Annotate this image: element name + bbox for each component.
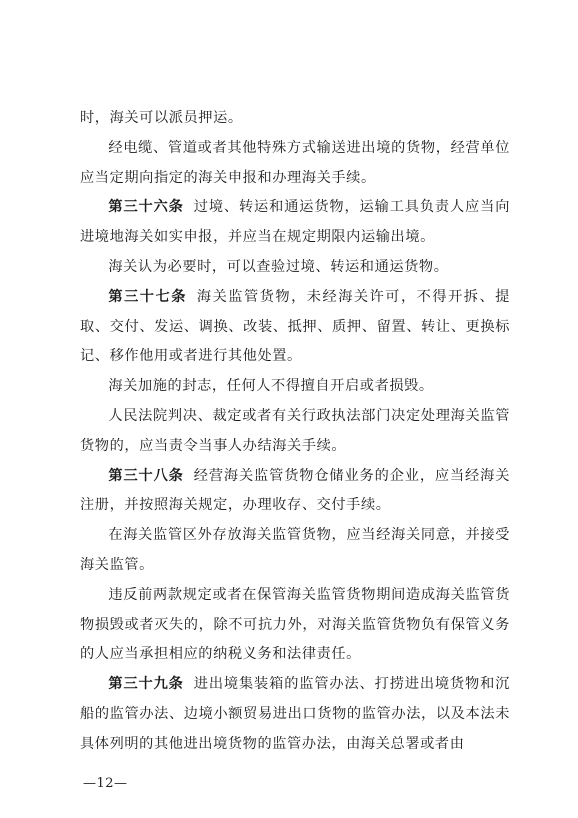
paragraph xyxy=(80,462,510,522)
paragraph xyxy=(80,372,510,402)
article-heading: 第三十七条 xyxy=(108,288,187,305)
paragraph xyxy=(80,521,510,581)
paragraph xyxy=(80,253,510,283)
article-heading: 第三十六条 xyxy=(108,199,184,216)
paragraph xyxy=(80,283,510,372)
paragraph xyxy=(80,134,510,194)
paragraph-text: 海关认为必要时，可以查验过境、转运和通运货物。 xyxy=(108,258,449,275)
paragraph xyxy=(80,104,510,134)
paragraph xyxy=(80,581,510,670)
paragraph-text: 进出境集装箱的监管办法、打捞进出境货物和沉船的监管办法、边境小额贸易进出口货物的监管办法，以及本法未具体列明的其他进出境货物的监管办法，由海关总署或者由 xyxy=(80,676,510,752)
article-heading: 第三十八条 xyxy=(108,467,184,484)
paragraph-text: 人民法院判决、裁定或者有关行政执法部门决定处理海关监管货物的，应当责令当事人办结海关手续。 xyxy=(80,407,510,454)
paragraph-text: 违反前两款规定或者在保管海关监管货物期间造成海关监管货物损毁或者灭失的，除不可抗力外，对海关监管货物负有保管义务的人应当承担相应的纳税义务和法律责任。 xyxy=(80,586,510,663)
paragraph-text: 在海关监管区外存放海关监管货物，应当经海关同意，并接受海关监管。 xyxy=(80,527,510,573)
paragraph-text: 经营海关监管货物仓储业务的企业，应当经海关注册，并按照海关规定，办理收存、交付手续。 xyxy=(80,467,510,514)
paragraph xyxy=(80,670,510,759)
paragraph-text: 过境、转运和通运货物，运输工具负责人应当向进境地海关如实申报，并应当在规定期限内运输出境。 xyxy=(80,199,510,246)
article-heading: 第三十九条 xyxy=(108,676,184,693)
paragraph-text: 海关监管货物，未经海关许可，不得开拆、提取、交付、发运、调换、改装、抵押、质押、留置、转让、更换标记、移作他用或者进行其他处置。 xyxy=(80,288,510,365)
paragraph xyxy=(80,402,510,462)
document-body xyxy=(80,104,510,760)
paragraph-text: 时，海关可以派员押运。 xyxy=(80,110,243,126)
paragraph xyxy=(80,193,510,253)
paragraph-text: 海关加施的封志，任何人不得擅自开启或者损毁。 xyxy=(108,378,434,395)
page-number: —12— xyxy=(83,776,128,791)
paragraph-text: 经电缆、管道或者其他特殊方式输送进出境的货物，经营单位应当定期向指定的海关申报和办理海关手续。 xyxy=(80,139,510,186)
